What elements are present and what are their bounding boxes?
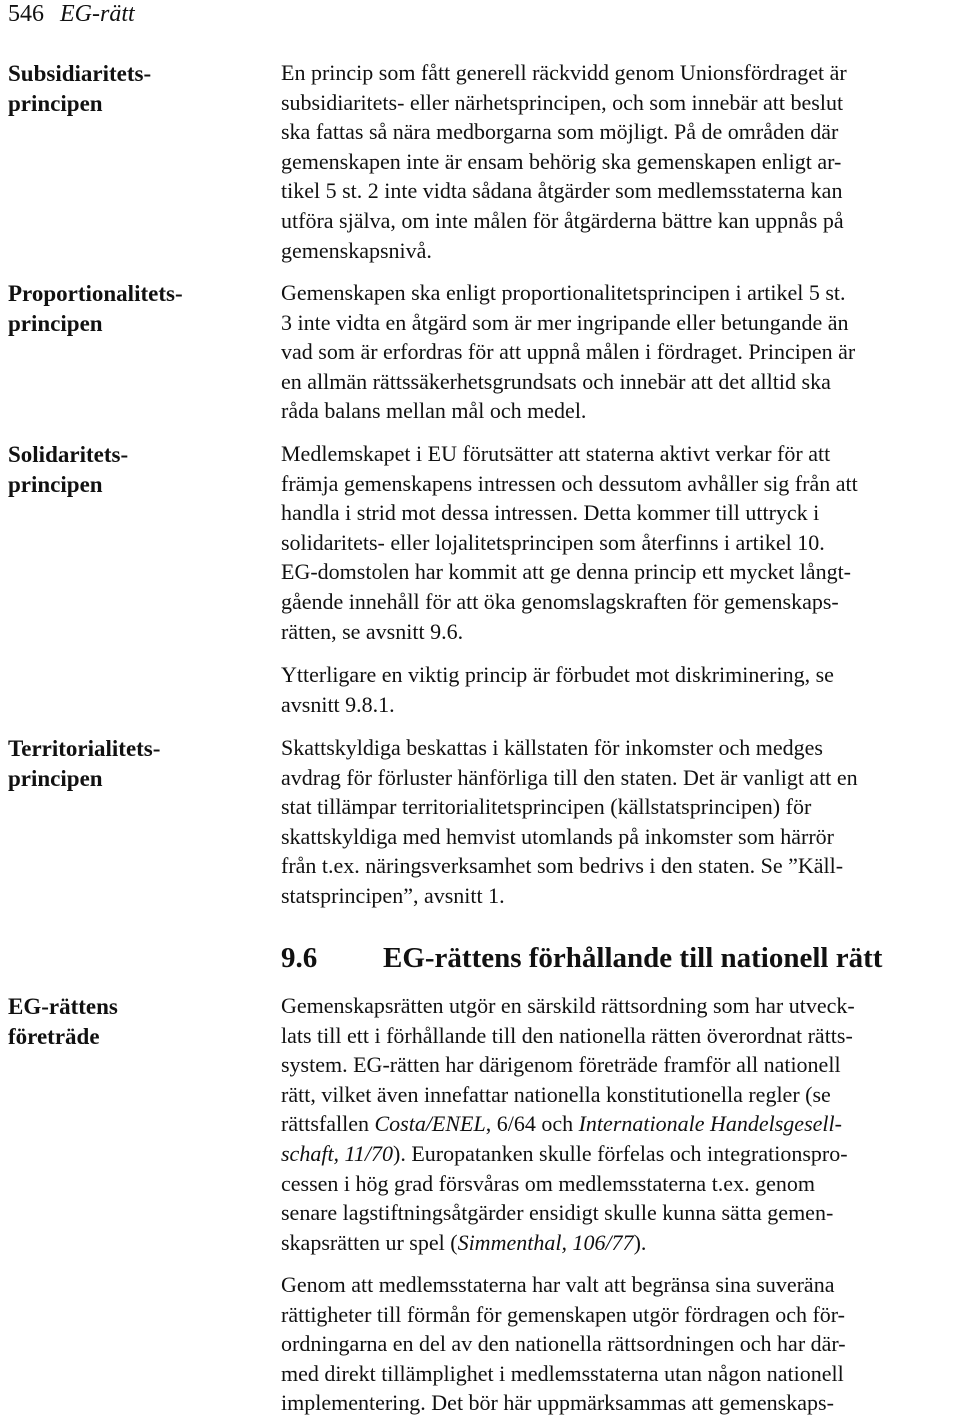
margin-note-line: principen [8, 766, 103, 791]
margin-note-line: principen [8, 91, 103, 116]
paragraph-text: Gemenskapsrätten utgör en särskild rättsordning som har utveck- lats till ett i förhållande till den nationella rätten överordnat rätts- system. EG-rätten har därigenom företräde framför all nationell rätt, vilket även innefattar nationella konstitutionella regler (se rättsfallen [281, 993, 855, 1137]
margin-note-territoriality [8, 734, 238, 794]
margin-note-line: EG-rättens [8, 994, 118, 1019]
section-title: EG-rättens förhållande till nationell rätt [383, 942, 883, 974]
paragraph-text: ). Europatanken skulle förfelas och integrationspro- cessen i hög grad försvåras om medlemsstaterna t.ex. genom senare lagstiftningsåtgärder ensidigt skulle kunna sätta gemen- skapsrätten ur spel ( [281, 1140, 848, 1255]
section-heading [281, 940, 956, 976]
paragraph-territoriality: Skattskyldiga beskattas i källstaten för inkomster och medges avdrag för förluster hänförliga till den staten. Det är vanligt att en stat tillämpar territorialitetsprincipen (källstatsprincipen) för skattskyldiga med hemvist utomlands på inkomster som härrör från t.ex. näringsverksamhet som bedrivs i den staten. Se ”Käll- statsprincipen”, avsnitt 1. [281, 735, 858, 908]
paragraph-primacy [281, 991, 956, 1257]
margin-note-line: företräde [8, 1024, 100, 1049]
page-number: 546 [8, 1, 44, 27]
case-reference-simmenthal: Simmenthal, 106/77 [457, 1229, 634, 1255]
case-reference-internationale-handelsgesellschaft: Internationale Handelsgesell- schaft, 11/70 [281, 1111, 842, 1166]
running-title: EG-rätt [60, 1, 135, 27]
margin-note-eu-law-primacy [8, 992, 238, 1052]
margin-note-line: principen [8, 311, 103, 336]
paragraph-text: , 6/64 och [485, 1111, 579, 1137]
margin-note-line: Subsidiaritets- [8, 61, 152, 86]
margin-note-line: Proportionalitets- [8, 281, 183, 306]
paragraph-proportionality: Gemenskapen ska enligt proportionalitetsprincipen i artikel 5 st. 3 inte vidta en åtgärd som är mer ingripande eller betungande än vad som är erfordras för att uppnå målen i fördraget. Principen är en allmän rättssäkerhetsgrundsats och innebär att det alltid ska råda balans mellan mål och medel. [281, 280, 856, 424]
page-header [8, 0, 135, 28]
case-reference-costa-enel: Costa/ENEL [374, 1111, 486, 1137]
margin-note-line: principen [8, 472, 103, 497]
paragraph-discrimination: Ytterligare en viktig princip är förbudet mot diskriminering, se avsnitt 9.8.1. [281, 662, 834, 717]
section-number: 9.6 [281, 942, 318, 974]
margin-note-solidarity [8, 440, 238, 500]
margin-note-proportionality [8, 279, 238, 339]
paragraph-direct-applicability: Genom att medlemsstaterna har valt att begränsa sina suveräna rättigheter till förmån för gemenskapen utgör fördragen och för- ordningarna en del av den nationella rättsordningen och har där- med direkt tillämplighet i medlemsstaterna utan någon nationell implementering. Det bör här uppmärksammas att gemenskaps- [281, 1272, 846, 1416]
margin-note-subsidiarity [8, 59, 238, 119]
paragraph-solidarity: Medlemskapet i EU förutsätter att staterna aktivt verkar för att främja gemenskapens intressen och dessutom avhåller sig från att handla i strid mot dessa intressen. Detta kommer till uttryck i solidaritets- eller lojalitetsprincipen som återfinns i artikel 10. EG-domstolen har kommit att ge denna princip ett mycket långt- gående innehåll för att öka genomslagskraften för gemenskaps- rätten, se avsnitt 9.6. [281, 441, 858, 644]
margin-note-line: Territorialitets- [8, 736, 161, 761]
margin-note-line: Solidaritets- [8, 442, 129, 467]
paragraph-subsidiarity: En princip som fått generell räckvidd genom Unionsfördraget är subsidiaritets- eller närhetsprincipen, och som innebär att beslut ska fattas så nära medborgarna som möjligt. På de områden där gemenskapen inte är ensam behörig ska gemenskapen enligt ar- tikel 5 st. 2 inte vidta sådana åtgärder som medlemsstaterna kan utföra själva, om inte målen för åtgärderna bättre kan uppnås på gemenskapsnivå. [281, 60, 847, 263]
paragraph-text: ). [633, 1229, 647, 1255]
